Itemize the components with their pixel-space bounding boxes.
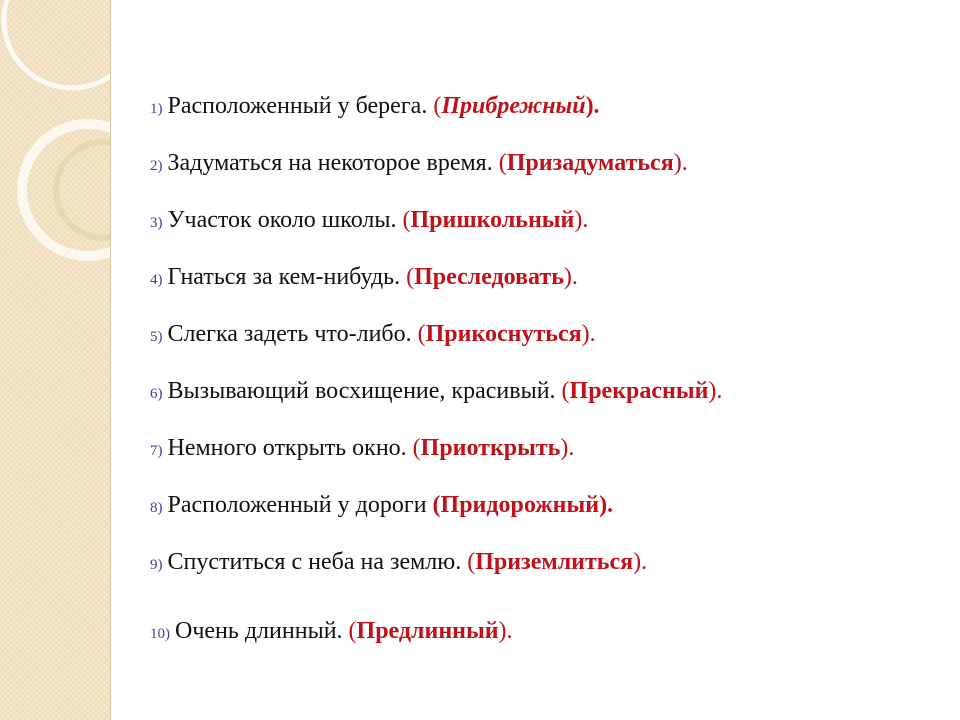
item-definition: Участок около школы.	[167, 207, 403, 233]
decorative-side-panel	[0, 0, 111, 720]
item-definition: Гнаться за кем-нибудь.	[167, 264, 407, 290]
item-number: 1)	[150, 101, 163, 117]
item-answer: Приоткрыть	[420, 435, 561, 461]
item-answer: Предлинный	[356, 618, 499, 644]
close-paren: ).	[673, 150, 688, 176]
word-list	[150, 78, 940, 660]
list-item	[150, 249, 940, 306]
item-answer: Призадуматься	[506, 150, 674, 176]
item-answer: Прекрасный	[569, 378, 709, 404]
item-number: 9)	[150, 557, 163, 573]
list-item	[150, 363, 940, 420]
list-item	[150, 420, 940, 477]
item-answer: Придорожный	[440, 492, 600, 518]
item-definition: Слегка задеть что-либо.	[167, 321, 418, 347]
item-number: 10)	[150, 626, 170, 642]
close-paren: ).	[708, 378, 723, 404]
open-paren: (	[406, 264, 415, 290]
list-item	[150, 477, 940, 534]
close-paren: ).	[585, 93, 600, 119]
ring-inner	[56, 142, 110, 238]
item-answer: Прикоснуться	[425, 321, 582, 347]
item-number: 3)	[150, 215, 163, 231]
open-paren: (	[433, 93, 442, 119]
list-item	[150, 603, 940, 660]
list-item	[150, 78, 940, 135]
close-paren: ).	[560, 435, 575, 461]
open-paren: (	[432, 492, 441, 518]
close-paren: ).	[599, 492, 614, 518]
item-number: 2)	[150, 158, 163, 174]
item-definition: Вызывающий восхищение, красивый.	[167, 378, 562, 404]
list-item	[150, 192, 940, 249]
item-answer: Пришкольный	[410, 207, 575, 233]
item-definition: Задуматься на некоторое время.	[167, 150, 499, 176]
item-answer: Преследовать	[414, 264, 564, 290]
item-definition: Спуститься с неба на землю.	[167, 549, 468, 575]
open-paren: (	[412, 435, 421, 461]
close-paren: ).	[581, 321, 596, 347]
item-definition: Очень длинный.	[175, 618, 349, 644]
item-number: 8)	[150, 500, 163, 516]
item-number: 5)	[150, 329, 163, 345]
item-number: 7)	[150, 443, 163, 459]
item-definition: Немного открыть окно.	[167, 435, 413, 461]
open-paren: (	[467, 549, 476, 575]
open-paren: (	[402, 207, 411, 233]
close-paren: ).	[633, 549, 648, 575]
open-paren: (	[561, 378, 570, 404]
list-item	[150, 135, 940, 192]
open-paren: (	[417, 321, 426, 347]
close-paren: ).	[563, 264, 578, 290]
list-item	[150, 306, 940, 363]
item-answer: Приземлиться	[475, 549, 634, 575]
open-paren: (	[348, 618, 357, 644]
decorative-rings	[0, 0, 110, 720]
item-definition: Расположенный у берега.	[167, 93, 434, 119]
list-item	[150, 534, 940, 591]
item-answer: Прибрежный	[441, 93, 586, 119]
item-number: 6)	[150, 386, 163, 402]
item-definition: Расположенный у дороги	[167, 492, 433, 518]
close-paren: ).	[498, 618, 513, 644]
ring-top	[4, 0, 110, 88]
open-paren: (	[498, 150, 507, 176]
close-paren: ).	[574, 207, 589, 233]
item-number: 4)	[150, 272, 163, 288]
